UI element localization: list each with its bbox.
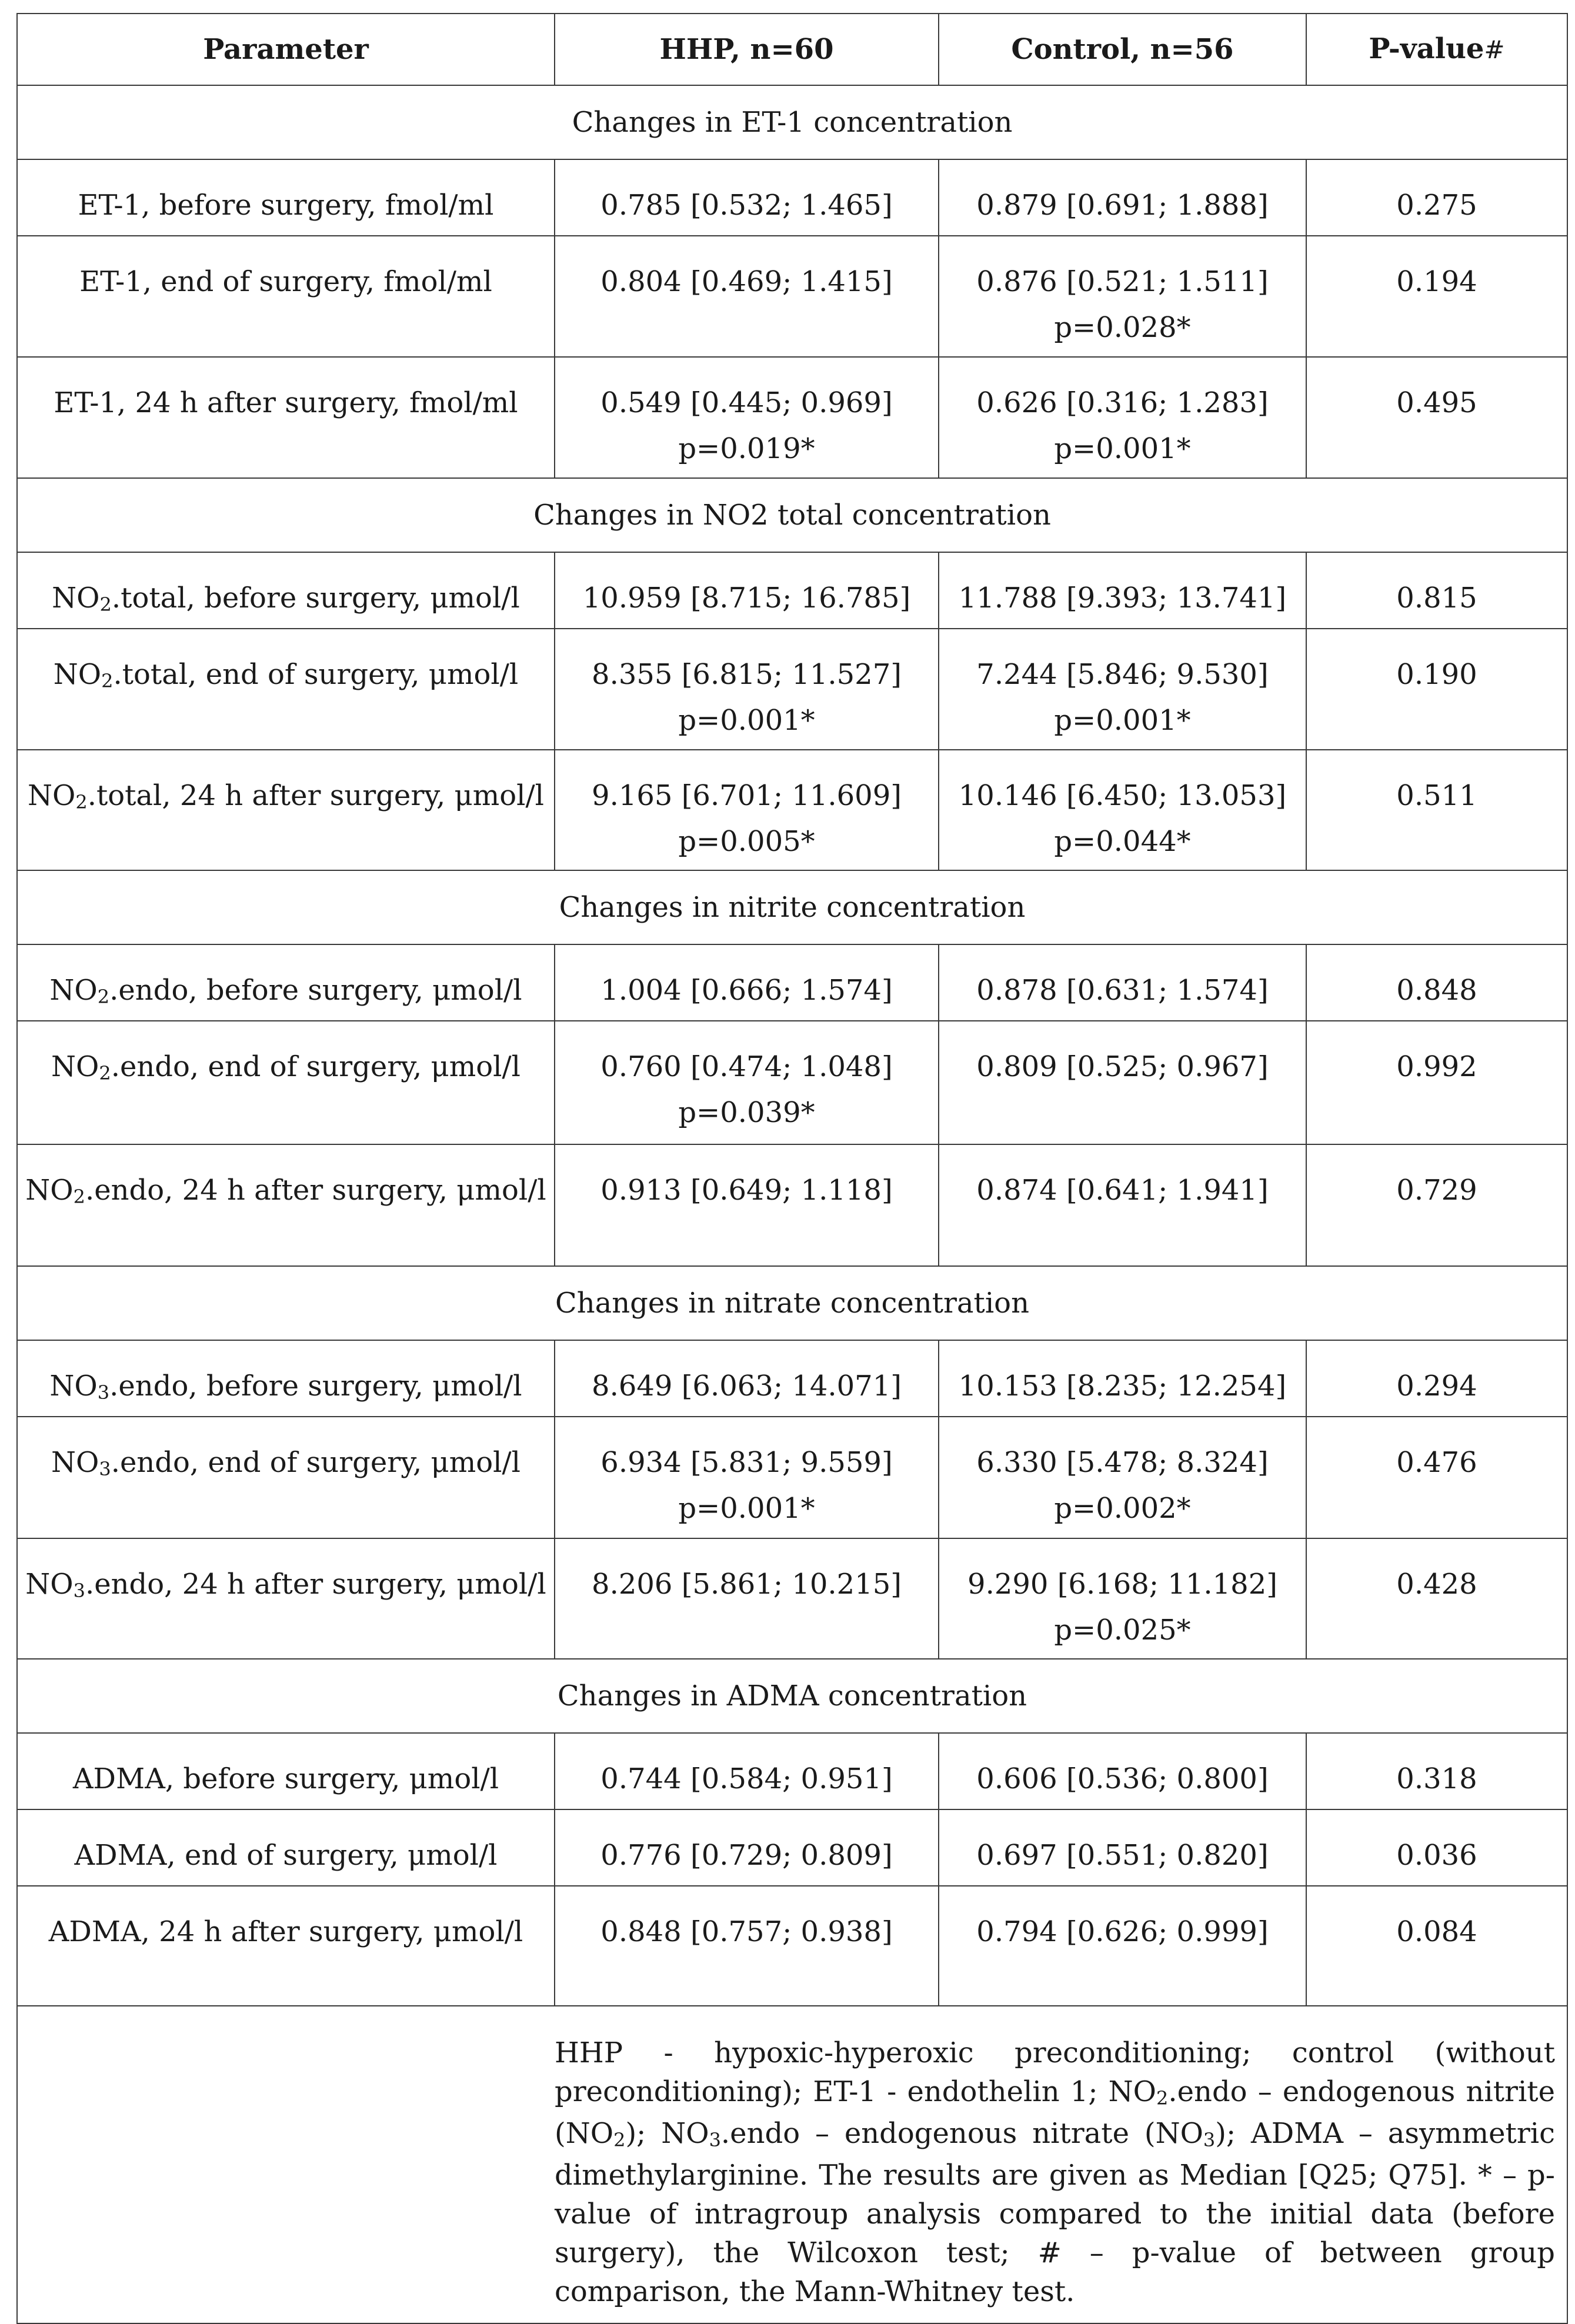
param-text: NO <box>51 1050 99 1083</box>
param-text: NO <box>49 974 98 1007</box>
control-value: 0.626 [0.316; 1.283] <box>976 386 1269 419</box>
control-value: 10.146 [6.450; 13.053] <box>958 779 1287 812</box>
control-pvalue: p=0.044* <box>1054 825 1191 858</box>
control-cell <box>939 1733 1306 1809</box>
footnote-subscript: 2 <box>613 2129 626 2151</box>
header-hhp: HHP, n=60 <box>555 14 939 85</box>
control-value: 9.290 [6.168; 11.182] <box>967 1568 1277 1601</box>
control-cell <box>939 236 1306 357</box>
hhp-cell <box>555 1417 939 1538</box>
param-text: .total, 24 h after surgery, μmol/l <box>87 779 545 812</box>
control-pvalue: p=0.001* <box>1054 432 1191 465</box>
table-row <box>17 1144 1567 1266</box>
section-title: Changes in NO2 total concentration <box>17 478 1567 552</box>
pvalue-cell: 0.848 <box>1306 944 1567 1021</box>
param-cell <box>17 750 555 870</box>
param-text: .endo, 24 h after surgery, μmol/l <box>85 1568 546 1601</box>
pvalue-cell: 0.036 <box>1306 1809 1567 1886</box>
hhp-cell <box>555 236 939 357</box>
hhp-cell <box>555 552 939 629</box>
section-row-nitrate <box>17 1266 1567 1340</box>
header-pvalue <box>1306 14 1567 85</box>
hhp-cell <box>555 1809 939 1886</box>
table-row <box>17 1021 1567 1144</box>
table-footnote <box>555 2006 1567 2323</box>
control-cell <box>939 1021 1306 1144</box>
hhp-cell <box>555 629 939 750</box>
param-cell <box>17 1340 555 1417</box>
hhp-value: 0.744 [0.584; 0.951] <box>600 1762 893 1795</box>
section-title: Changes in nitrite concentration <box>17 870 1567 944</box>
control-value: 0.606 [0.536; 0.800] <box>976 1762 1269 1795</box>
param-subscript: 2 <box>73 1186 85 1208</box>
table-row <box>17 1886 1567 2006</box>
hhp-value: 0.804 [0.469; 1.415] <box>600 265 893 298</box>
pvalue-cell: 0.190 <box>1306 629 1567 750</box>
control-cell <box>939 1809 1306 1886</box>
hhp-value: 0.760 [0.474; 1.048] <box>600 1050 893 1083</box>
pvalue-cell: 0.815 <box>1306 552 1567 629</box>
footnote-text: .endo – endogenous nitrite (NO <box>555 2075 1556 2150</box>
hhp-cell <box>555 1340 939 1417</box>
param-text: .endo, before surgery, μmol/l <box>109 1370 522 1403</box>
table-row <box>17 750 1567 870</box>
control-value: 10.153 [8.235; 12.254] <box>958 1370 1287 1403</box>
table-row <box>17 1417 1567 1538</box>
param-cell <box>17 1021 555 1144</box>
hhp-value: 8.206 [5.861; 10.215] <box>592 1568 902 1601</box>
pvalue-cell: 0.275 <box>1306 159 1567 236</box>
param-cell: ADMA, before surgery, μmol/l <box>17 1733 555 1809</box>
pvalue-cell: 0.476 <box>1306 1417 1567 1538</box>
table-row <box>17 159 1567 236</box>
hhp-value: 0.549 [0.445; 0.969] <box>600 386 893 419</box>
param-subscript: 2 <box>97 986 110 1008</box>
hhp-cell <box>555 1538 939 1659</box>
results-table <box>16 13 1568 2324</box>
param-cell <box>17 1417 555 1538</box>
control-value: 0.809 [0.525; 0.967] <box>976 1050 1269 1083</box>
footnote-row <box>17 2006 1567 2323</box>
section-row-et1 <box>17 85 1567 159</box>
pvalue-cell: 0.428 <box>1306 1538 1567 1659</box>
param-text: NO <box>27 779 76 812</box>
hhp-cell <box>555 1144 939 1266</box>
control-pvalue: p=0.025* <box>1054 1614 1191 1647</box>
hhp-value: 0.776 [0.729; 0.809] <box>600 1839 893 1872</box>
hhp-pvalue: p=0.001* <box>678 704 815 737</box>
param-cell: ET-1, before surgery, fmol/ml <box>17 159 555 236</box>
pvalue-cell: 0.194 <box>1306 236 1567 357</box>
param-subscript: 3 <box>73 1580 85 1602</box>
hhp-cell <box>555 750 939 870</box>
footnote-subscript: 2 <box>1156 2087 1169 2109</box>
param-subscript: 2 <box>99 593 112 616</box>
control-cell <box>939 1417 1306 1538</box>
table-row <box>17 1733 1567 1809</box>
table-row <box>17 357 1567 478</box>
param-subscript: 3 <box>97 1381 110 1404</box>
hhp-value: 0.913 [0.649; 1.118] <box>600 1174 893 1207</box>
hhp-value: 1.004 [0.666; 1.574] <box>600 974 893 1007</box>
footnote-subscript: 3 <box>1203 2129 1216 2151</box>
param-subscript: 3 <box>99 1458 111 1480</box>
control-cell <box>939 1144 1306 1266</box>
header-pvalue-label: P-value <box>1369 32 1484 65</box>
footnote-spacer <box>17 2006 555 2323</box>
hhp-value: 8.355 [6.815; 11.527] <box>592 658 902 691</box>
pvalue-cell: 0.992 <box>1306 1021 1567 1144</box>
control-cell <box>939 629 1306 750</box>
footnote-text: ); NO <box>625 2117 709 2150</box>
param-cell <box>17 629 555 750</box>
control-cell <box>939 552 1306 629</box>
control-value: 0.879 [0.691; 1.888] <box>976 189 1269 222</box>
param-subscript: 2 <box>101 670 114 692</box>
pvalue-cell: 0.729 <box>1306 1144 1567 1266</box>
control-cell <box>939 357 1306 478</box>
param-cell <box>17 1538 555 1659</box>
section-title: Changes in ET-1 concentration <box>17 85 1567 159</box>
control-cell <box>939 944 1306 1021</box>
pvalue-cell: 0.084 <box>1306 1886 1567 2006</box>
param-cell: ADMA, end of surgery, μmol/l <box>17 1809 555 1886</box>
section-title: Changes in ADMA concentration <box>17 1659 1567 1733</box>
control-cell <box>939 750 1306 870</box>
param-text: NO <box>52 582 100 615</box>
section-row-no2-total <box>17 478 1567 552</box>
param-text: NO <box>25 1568 74 1601</box>
param-cell <box>17 552 555 629</box>
pvalue-cell: 0.294 <box>1306 1340 1567 1417</box>
param-cell: ADMA, 24 h after surgery, μmol/l <box>17 1886 555 2006</box>
param-text: .endo, 24 h after surgery, μmol/l <box>85 1174 546 1207</box>
table-row <box>17 1340 1567 1417</box>
table-row <box>17 629 1567 750</box>
control-value: 0.697 [0.551; 0.820] <box>976 1839 1269 1872</box>
hhp-cell <box>555 1886 939 2006</box>
table-row <box>17 552 1567 629</box>
param-text: .total, end of surgery, μmol/l <box>113 658 519 691</box>
param-cell: ET-1, end of surgery, fmol/ml <box>17 236 555 357</box>
hhp-pvalue: p=0.019* <box>678 432 815 465</box>
control-value: 11.788 [9.393; 13.741] <box>958 582 1287 615</box>
hhp-value: 9.165 [6.701; 11.609] <box>592 779 902 812</box>
table-row <box>17 1809 1567 1886</box>
hhp-cell <box>555 944 939 1021</box>
pvalue-cell: 0.511 <box>1306 750 1567 870</box>
param-cell <box>17 1144 555 1266</box>
control-cell <box>939 159 1306 236</box>
hhp-value: 0.848 [0.757; 0.938] <box>600 1915 893 1948</box>
control-cell <box>939 1340 1306 1417</box>
param-text: .endo, end of surgery, μmol/l <box>111 1446 520 1479</box>
param-text: NO <box>25 1174 74 1207</box>
table-row <box>17 944 1567 1021</box>
hhp-pvalue: p=0.039* <box>678 1096 815 1129</box>
table-row <box>17 1538 1567 1659</box>
control-value: 0.876 [0.521; 1.511] <box>976 265 1269 298</box>
param-text: NO <box>51 1446 99 1479</box>
control-value: 0.874 [0.641; 1.941] <box>976 1174 1269 1207</box>
footnote-text: HHP - hypoxic-hyperoxic preconditioning; control (without preconditioning); ET-1 - endothelin 1; NO <box>555 2036 1555 2108</box>
control-value: 0.878 [0.631; 1.574] <box>976 974 1269 1007</box>
param-text: NO <box>49 1370 98 1403</box>
section-title: Changes in nitrate concentration <box>17 1266 1567 1340</box>
pvalue-cell: 0.318 <box>1306 1733 1567 1809</box>
control-cell <box>939 1538 1306 1659</box>
section-row-nitrite <box>17 870 1567 944</box>
control-value: 7.244 [5.846; 9.530] <box>976 658 1269 691</box>
param-cell: ET-1, 24 h after surgery, fmol/ml <box>17 357 555 478</box>
param-subscript: 2 <box>99 1062 111 1084</box>
param-text: NO <box>53 658 102 691</box>
hhp-pvalue: p=0.001* <box>678 1492 815 1525</box>
control-value: 0.794 [0.626; 0.999] <box>976 1915 1269 1948</box>
hhp-pvalue: p=0.005* <box>678 825 815 858</box>
footnote-subscript: 3 <box>709 2129 721 2151</box>
hhp-value: 8.649 [6.063; 14.071] <box>592 1370 902 1403</box>
footnote-text: ); ADMA – asymmetric dimethylarginine. The results are given as Median [Q25; Q75]. * – p-value of intragroup analysis compared to the initial data (before surgery), the Wilcoxon test; # – p-value of between group comparison, the Mann-Whitney test. <box>555 2117 1556 2308</box>
control-pvalue: p=0.002* <box>1054 1492 1191 1525</box>
pvalue-cell: 0.495 <box>1306 357 1567 478</box>
control-cell <box>939 1886 1306 2006</box>
section-row-adma <box>17 1659 1567 1733</box>
param-subscript: 2 <box>75 791 88 813</box>
hhp-value: 6.934 [5.831; 9.559] <box>600 1446 893 1479</box>
control-pvalue: p=0.028* <box>1054 311 1191 344</box>
control-value: 6.330 [5.478; 8.324] <box>976 1446 1269 1479</box>
hhp-cell <box>555 1021 939 1144</box>
hhp-value: 10.959 [8.715; 16.785] <box>582 582 911 615</box>
table-row <box>17 236 1567 357</box>
header-pvalue-mark: # <box>1484 35 1505 64</box>
hhp-cell <box>555 1733 939 1809</box>
footnote-text: .endo – endogenous nitrate (NO <box>720 2117 1203 2150</box>
table-header-row <box>17 14 1567 85</box>
control-pvalue: p=0.001* <box>1054 704 1191 737</box>
header-parameter: Parameter <box>17 14 555 85</box>
hhp-value: 0.785 [0.532; 1.465] <box>600 189 893 222</box>
hhp-cell <box>555 357 939 478</box>
param-text: .total, before surgery, μmol/l <box>111 582 520 615</box>
hhp-cell <box>555 159 939 236</box>
param-text: .endo, before surgery, μmol/l <box>109 974 522 1007</box>
param-text: .endo, end of surgery, μmol/l <box>111 1050 520 1083</box>
param-cell <box>17 944 555 1021</box>
header-control: Control, n=56 <box>939 14 1306 85</box>
